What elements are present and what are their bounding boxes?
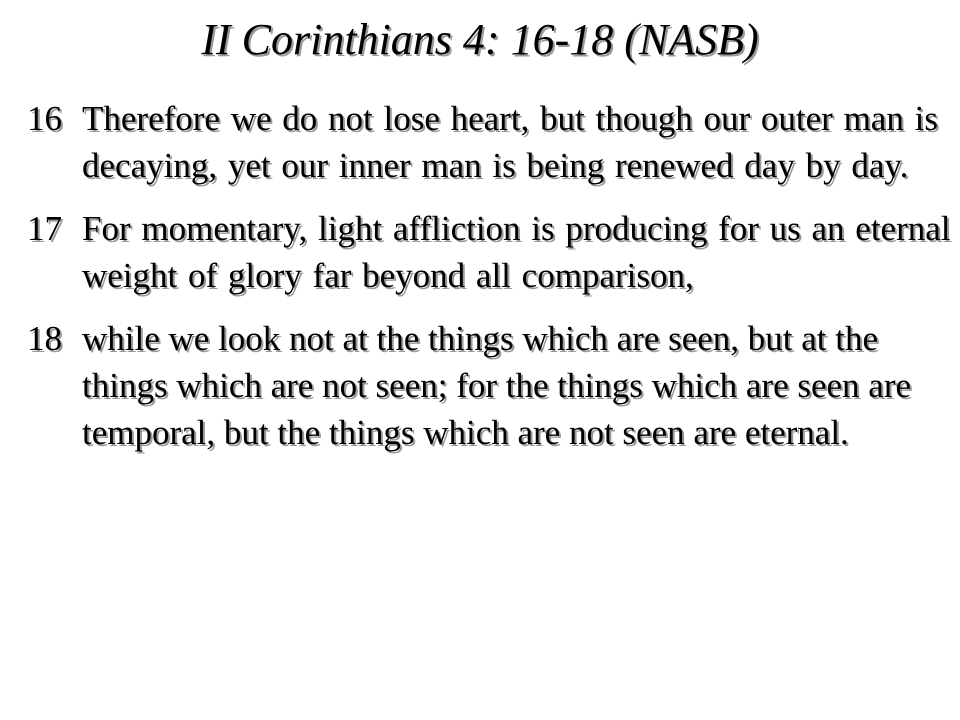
verse-text: Therefore we do not lose heart, but though our outer man is decaying, yet our inner man is being renewed day by day.	[82, 99, 938, 185]
verse-18	[27, 315, 952, 456]
verse-text: For momentary, light affliction is producing for us an eternal weight of glory far beyond all comparison,	[82, 209, 951, 295]
slide-title: II Corinthians 4: 16-18 (NASB)	[201, 15, 759, 64]
verse-number: 17	[27, 209, 62, 248]
verse-17	[27, 205, 952, 299]
verse-list	[27, 95, 952, 456]
verse-text: while we look not at the things which are seen, but at the things which are not seen; for the things which are seen are temporal, but the things which are not seen are eternal.	[82, 319, 912, 452]
verse-number: 16	[27, 99, 62, 138]
verse-16	[27, 95, 952, 189]
verse-number: 18	[27, 319, 62, 358]
